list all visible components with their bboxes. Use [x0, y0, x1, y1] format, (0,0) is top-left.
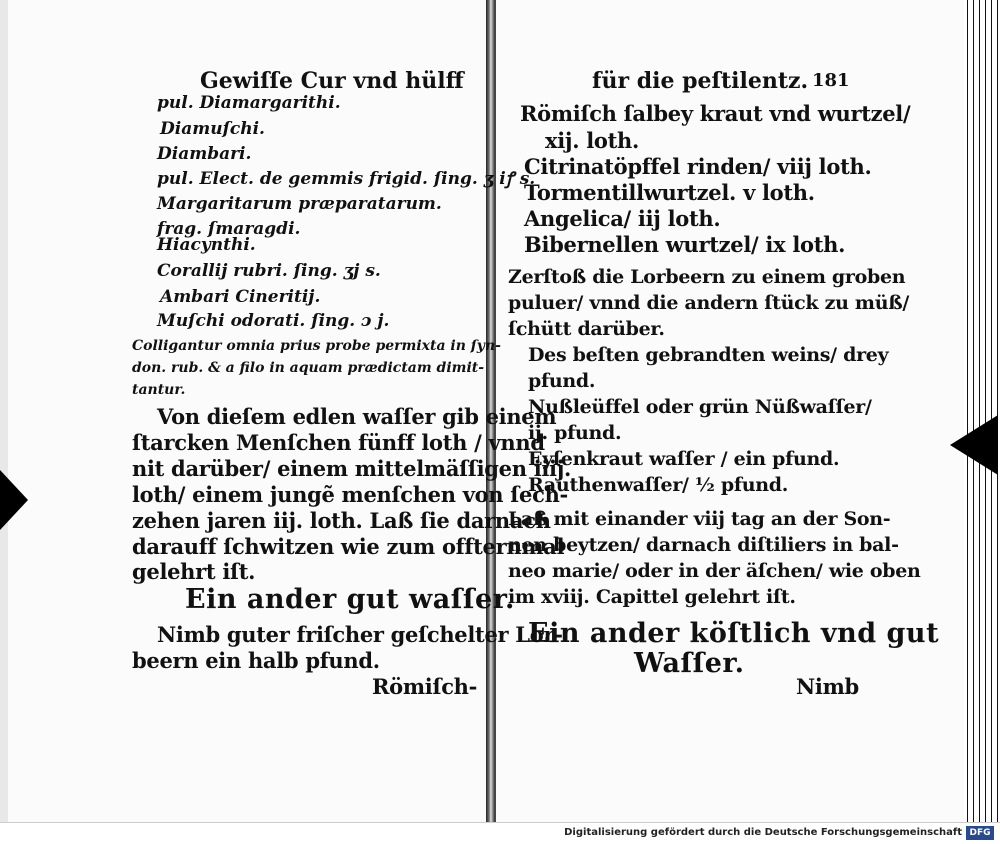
left-running-header: Gewiſſe Cur vnd hülff [200, 68, 464, 94]
text-line: Hiacynthi. [157, 235, 256, 255]
text-line: Eyſenkraut waſſer / ein pfund. [528, 448, 840, 470]
funding-credit: Digitalisierung gefördert durch die Deutsche Forschungsgemeinschaft [564, 827, 962, 838]
text-line: ij. pfund. [528, 422, 622, 444]
text-line: Von dieſem edlen waſſer gib einem [157, 404, 557, 429]
text-line: nen beytzen/ darnach diſtiliers in bal- [508, 534, 899, 556]
right-running-header: für die peſtilentz. [592, 68, 809, 94]
text-line: zehen jaren iij. loth. Laß ſie darnach [132, 508, 551, 533]
text-line: Tormentillwurtzel. v loth. [524, 180, 815, 205]
text-line: pul. Elect. de gemmis frigid. ſing. ʒ iꝭ s. [157, 169, 536, 189]
text-line: Colligantur omnia prius probe permixta in ſyn- [132, 338, 501, 354]
text-line: pfund. [528, 370, 596, 392]
dfg-logo-icon: DFG [966, 826, 994, 840]
right-page-edges [964, 0, 1000, 822]
text-line: nit darüber/ einem mittelmäſſigen iiij. [132, 456, 572, 481]
text-line: frag. ſmaragdi. [157, 219, 301, 239]
text-line: Zerſtoß die Lorbeern zu einem groben [508, 266, 906, 288]
text-line: don. rub. & a filo in aquam prædictam dimit- [132, 360, 485, 376]
text-line: pul. Diamargarithi. [157, 93, 341, 113]
text-line: Citrinatöpffel rinden/ viij loth. [524, 154, 872, 179]
text-line: xij. loth. [545, 128, 639, 153]
text-line: gelehrt iſt. [132, 559, 256, 584]
text-line: ſtarcken Menſchen fünff loth / vnnd [132, 430, 545, 455]
text-line: puluer/ vnnd die andern ſtück zu müß/ [508, 292, 910, 314]
text-line: Diamuſchi. [160, 119, 265, 139]
text-line: Muſchi odorati. ſing. ɔ j. [157, 311, 390, 331]
text-line: loth/ einem jungẽ menſchen von ſech- [132, 482, 568, 507]
text-line: ſchütt darüber. [508, 318, 665, 340]
text-line: Bibernellen wurtzel/ ix loth. [524, 232, 846, 257]
text-line: Angelica/ iij loth. [524, 206, 721, 231]
text-line: Nimb guter friſcher geſchelter Lor- [157, 622, 563, 647]
text-line: Rauthenwaſſer/ ½ pfund. [528, 474, 789, 496]
text-line: neo marie/ oder in der äſchen/ wie oben [508, 560, 921, 582]
catchword: Römiſch- [372, 674, 478, 699]
text-line: Corallij rubri. ſing. ʒj s. [157, 261, 381, 281]
text-line: Diambari. [157, 144, 252, 164]
right-scan-shadow [950, 415, 998, 475]
section-heading: Waſſer. [634, 648, 745, 679]
text-line: Ambari Cineritij. [160, 287, 321, 307]
text-line: im xviij. Capittel gelehrt iſt. [508, 586, 796, 608]
section-heading: Ein ander gut waſſer. [185, 584, 515, 615]
text-line: Römiſch ſalbey kraut vnd wurtzel/ [520, 101, 911, 126]
text-line: beern ein halb pfund. [132, 648, 380, 673]
left-scan-shadow [0, 470, 28, 530]
page-number: 181 [812, 70, 850, 91]
catchword: Nimb [796, 674, 859, 699]
text-line: tantur. [132, 382, 186, 398]
text-line: Des beſten gebrandten weins/ drey [528, 344, 889, 366]
text-line: Laß mit einander viij tag an der Son- [508, 508, 891, 530]
section-heading: Ein ander köſtlich vnd gut [528, 618, 940, 649]
text-line: darauff ſchwitzen wie zum offternmal [132, 534, 565, 559]
text-line: Nußleüffel oder grün Nüßwaſſer/ [528, 396, 872, 418]
scan-footer [0, 822, 1000, 844]
text-line: Margaritarum præparatarum. [157, 194, 442, 214]
